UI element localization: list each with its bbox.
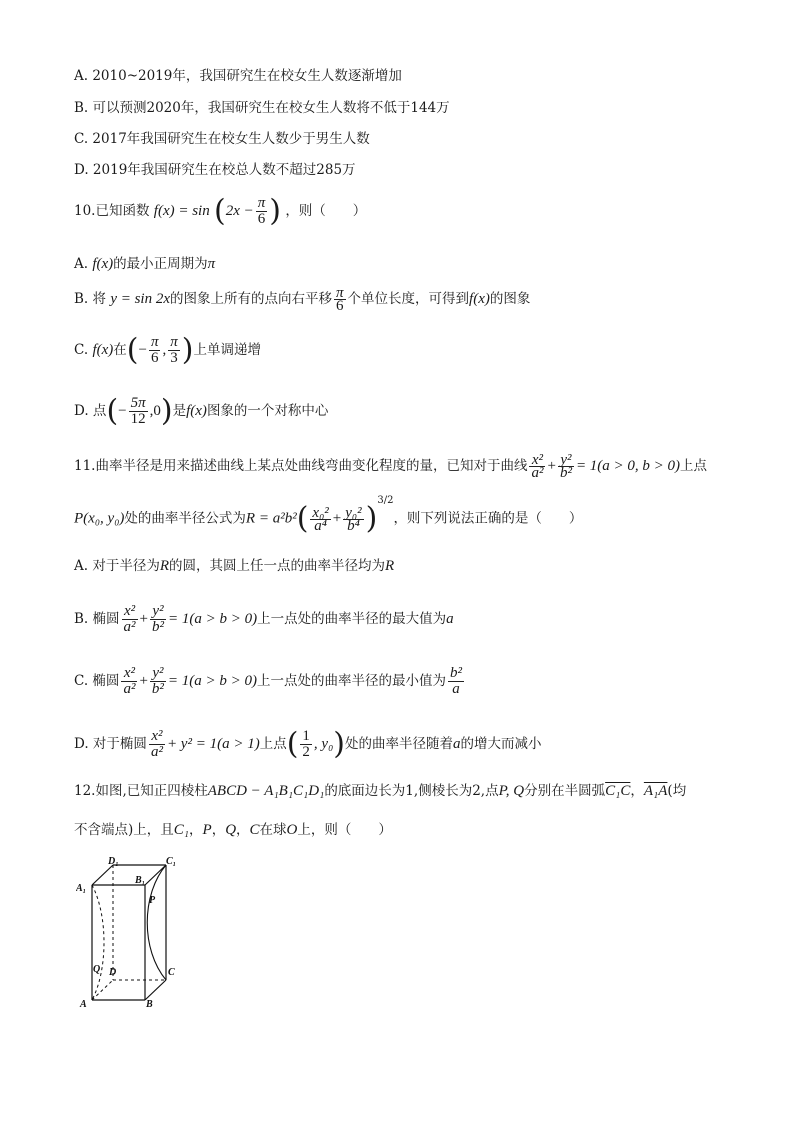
svg-text:D₁: D₁ bbox=[108, 856, 119, 867]
q9-option-b: B. 可以预测2020年，我国研究生在校女生人数将不低于144万 bbox=[74, 100, 450, 116]
svg-text:P: P bbox=[149, 895, 156, 906]
q10-option-a: A. f(x)的最小正周期为π bbox=[74, 256, 216, 272]
q10-stem: 10.已知函数 f(x) = sin (2x − $\frac{\pi}{6}$ ) ，则（ ） bbox=[74, 193, 367, 229]
q12-stem-line2: 不含端点)上，且C₁，P，Q，C在球O上，则（ ） bbox=[74, 822, 392, 838]
svg-text:C: C bbox=[168, 967, 175, 978]
svg-text:B₁: B₁ bbox=[135, 875, 146, 886]
q11-option-a: A. 对于半径为R的圆，其圆上任一点的曲率半径均为R bbox=[74, 558, 395, 574]
q9-option-a: A. 2010~2019年，我国研究生在校女生人数逐渐增加 bbox=[74, 68, 402, 84]
q9-option-d: D. 2019年我国研究生在校总人数不超过285万 bbox=[74, 162, 356, 178]
q10-option-d: D. 点(− $\frac{5\pi}{12}$ ,0)是f(x)图象的一个对称中心 bbox=[74, 393, 329, 429]
svg-text:D: D bbox=[109, 967, 117, 978]
svg-text:A₁: A₁ bbox=[76, 883, 87, 894]
q11-stem-line2: P(x₀, y₀)处的曲率半径公式为R = a²b²( $\frac{\text{x₀²}}{\text{a⁴}}$ + $\frac{\text{y₀²}}{\text{b⁴}}$ )$^{3/2}$，则下列说法正确的是（ ） bbox=[74, 495, 583, 536]
q11-stem-line1: 11.曲率半径是用来描述曲线上某点处曲线弯曲变化程度的量，已知对于曲线 $\frac{\text{x²}}{\text{a²}}$ + $\frac{\text{y²}}{\text{b²}}$ = 1(a > 0, b > 0)上点 bbox=[74, 452, 708, 481]
q11-option-b: B. 椭圆 $\frac{\text{x²}}{\text{a²}}$ + $\frac{\text{y²}}{\text{b²}}$ = 1(a > b > 0)上一点处的曲率半径的最大值为a bbox=[74, 603, 454, 635]
svg-text:C₁: C₁ bbox=[166, 856, 177, 867]
q10-option-c: C. f(x)在(− $\frac{\pi}{6}$ , $\frac{\pi}{3}$ )上单调递增 bbox=[74, 332, 261, 368]
q12-stem-line1: 12.如图,已知正四棱柱ABCD − A₁B₁C₁D₁的底面边长为1,侧棱长为2,点P, Q分别在半圆弧C₁C，A₁A(均 bbox=[74, 783, 687, 799]
svg-text:A: A bbox=[80, 999, 87, 1010]
svg-text:B: B bbox=[146, 999, 153, 1010]
q9-option-c: C. 2017年我国研究生在校女生人数少于男生人数 bbox=[74, 131, 370, 147]
prism-figure bbox=[76, 855, 186, 1010]
q11-option-c: C. 椭圆 $\frac{\text{x²}}{\text{a²}}$ + $\frac{\text{y²}}{\text{b²}}$ = 1(a > b > 0)上一点处的曲率半径的最小值为 $\frac{\text{b²}}{a}$ bbox=[74, 665, 463, 697]
q11-option-d: D. 对于椭圆 $\frac{\text{x²}}{\text{a²}}$ + y² = 1(a > 1)上点( $\frac{1}{2}$ , y₀)处的曲率半径随着a的增大而减小 bbox=[74, 726, 542, 762]
svg-text:Q: Q bbox=[93, 964, 101, 975]
q10-option-b: B. 将 y = sin 2x的图象上所有的点向右平移 $\frac{\pi}{6}$ 个单位长度，可得到f(x)的图象 bbox=[74, 285, 531, 314]
